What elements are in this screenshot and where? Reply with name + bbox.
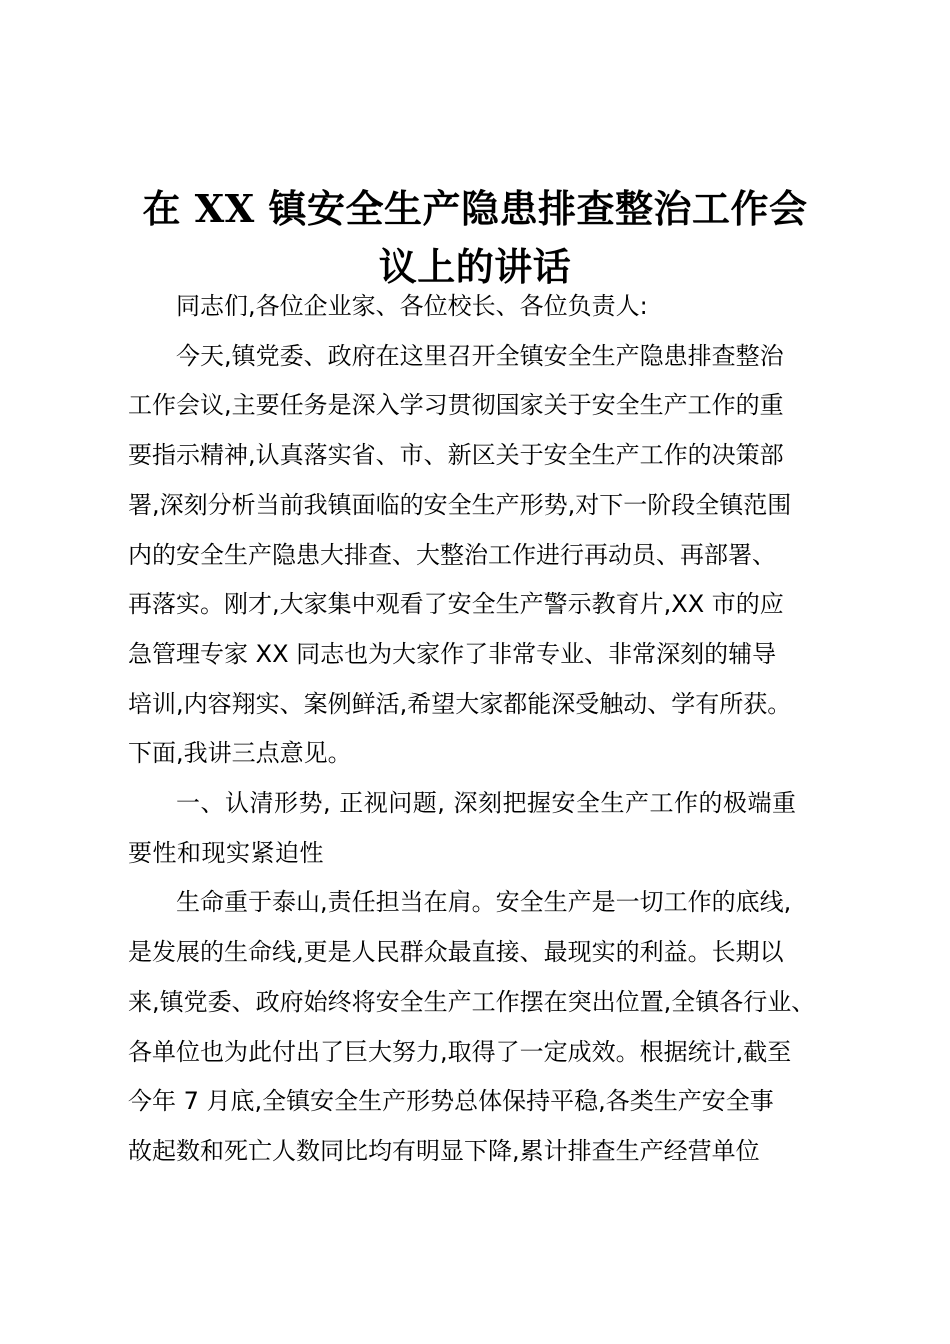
text-line: 要性和现实紧迫性 <box>128 838 324 867</box>
text-line: 来,镇党委、政府始终将安全生产工作摆在突出位置,全镇各行业、 <box>128 987 816 1016</box>
document-title <box>120 180 830 296</box>
paragraph-section-1 <box>128 878 828 1176</box>
text-line: 今年 7 月底,全镇安全生产形势总体保持平稳,各类生产安全事 <box>128 1087 774 1116</box>
title-line: 在 XX 镇安全生产隐患排查整治工作会 <box>142 186 808 231</box>
text-line: 各单位也为此付出了巨大努力,取得了一定成效。根据统计,截至 <box>128 1037 792 1066</box>
text-line: 一、认清形势, 正视问题, 深刻把握安全生产工作的极端重 <box>176 789 797 818</box>
title-line: 议上的讲话 <box>378 244 572 289</box>
document-body <box>128 282 828 1177</box>
text-line: 生命重于泰山,责任担当在肩。安全生产是一切工作的底线, <box>176 888 792 917</box>
text-line: 今天,镇党委、政府在这里召开全镇安全生产隐患排查整治 <box>176 341 784 370</box>
text-line: 下面,我讲三点意见。 <box>128 739 352 768</box>
text-line: 要指示精神,认真落实省、市、新区关于安全生产工作的决策部 <box>128 441 784 470</box>
text-line: 同志们,各位企业家、各位校长、各位负责人: <box>176 292 648 320</box>
salutation <box>128 282 828 332</box>
text-line: 署,深刻分析当前我镇面临的安全生产形势,对下一阶段全镇范围 <box>128 490 792 519</box>
text-line: 再落实。刚才,大家集中观看了安全生产警示教育片,XX 市的应 <box>128 590 784 619</box>
text-line: 故起数和死亡人数同比均有明显下降,累计排查生产经营单位 <box>128 1136 760 1165</box>
text-line: 工作会议,主要任务是深入学习贯彻国家关于安全生产工作的重 <box>128 391 784 420</box>
text-line: 急管理专家 XX 同志也为大家作了非常专业、非常深刻的辅导 <box>128 639 777 668</box>
section-heading-1 <box>128 779 828 878</box>
text-line: 培训,内容翔实、案例鲜活,希望大家都能深受触动、学有所获。 <box>128 689 792 718</box>
paragraph-opening <box>128 332 828 779</box>
text-line: 是发展的生命线,更是人民群众最直接、最现实的利益。长期以 <box>128 938 784 967</box>
text-line: 内的安全生产隐患大排查、大整治工作进行再动员、再部署、 <box>128 540 776 569</box>
